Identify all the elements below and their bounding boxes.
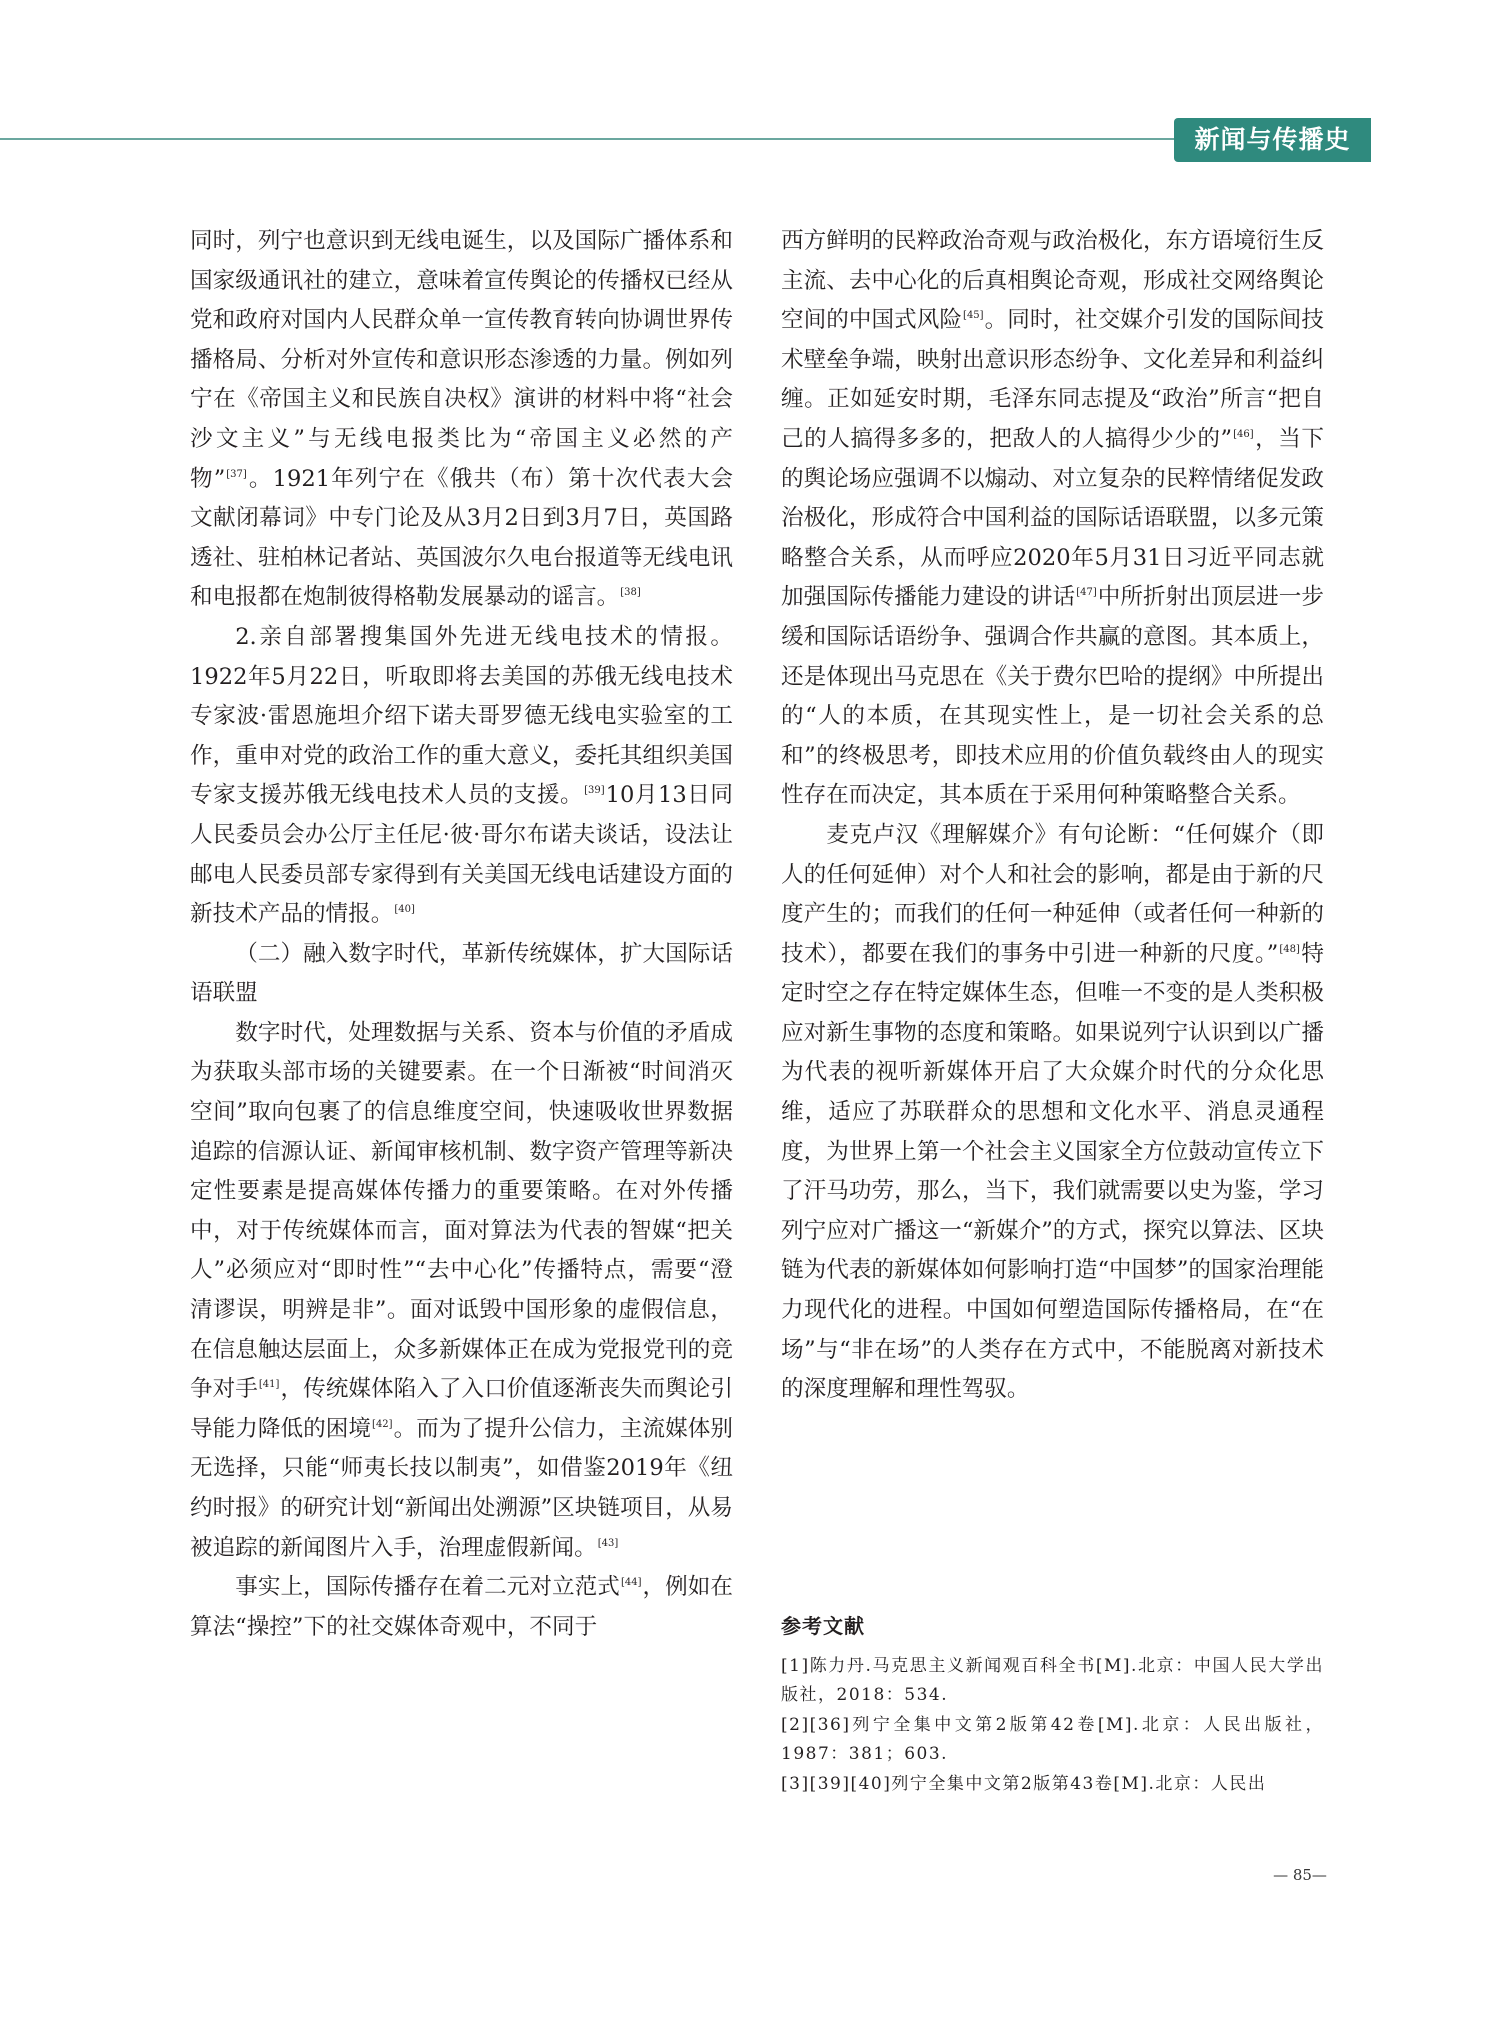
text-segment: 同时，列宁也意识到无线电诞生，以及国际广播体系和国家级通讯社的建立，意味着宣传舆论的传播权已经从党和政府对国内人民群众单一宣传教育转向协调世界传播格局、分析对外宣传和意识形态渗透的力量。例如列宁在《帝国主义和民族自决权》演讲的材料中将“社会沙文主义”与无线电报类比为“帝国主义必然的产物”: [190, 228, 733, 492]
text-segment: （二）融入数字时代，革新传统媒体，扩大国际话语联盟: [190, 940, 733, 1007]
text-segment: 特定时空之存在特定媒体生态，但唯一不变的是人类积极应对新生事物的态度和策略。如果说列宁认识到以广播为代表的视听新媒体开启了大众媒介时代的分众化思维，适应了苏联群众的思想和文化水平、消息灵通程度，为世界上第一个社会主义国家全方位鼓动宣传立下了汗马功劳，那么，当下，我们就需要以史为鉴，学习列宁应对广播这一“新媒介”的方式，探究以算法、区块链为代表的新媒体如何影响打造“中国梦”的国家治理能力现代化的进程。中国如何塑造国际传播格局，在“在场”与“非在场”的人类存在方式中，不能脱离对新技术的深度理解和理性驾驭。: [781, 940, 1324, 1403]
citation-marker: [44]: [620, 1577, 642, 1589]
text-segment: 10月13日同人民委员会办公厅主任尼·彼·哥尔布诺夫谈话，设法让邮电人民委员部专家得到有关美国无线电话建设方面的新技术产品的情报。: [190, 782, 734, 928]
references-list: [781, 1652, 1324, 1799]
left-column: [190, 222, 733, 1647]
citation-marker: [39]: [584, 785, 605, 797]
citation-marker: [45]: [963, 310, 984, 322]
text-segment: 。1921年列宁在《俄共（布）第十次代表大会文献闭幕词》中专门论及从3月2日到3月7日，英国路透社、驻柏林记者站、英国波尔久电台报道等无线电讯和电报都在炮制彼得格勒发展暴动的谣言。: [190, 465, 734, 611]
citation-marker: [46]: [1233, 428, 1254, 440]
citation-marker: [41]: [258, 1379, 280, 1391]
text-segment: 2.亲自部署搜集国外先进无线电技术的情报。1922年5月22日，听取即将去美国的苏俄无线电技术专家波·雷恩施坦介绍下诺夫哥罗德无线电实验室的工作，重申对党的政治工作的重大意义，委托其组织美国专家支援苏俄无线电技术人员的支援。: [190, 623, 733, 809]
page-number: — 85—: [1273, 1866, 1327, 1884]
citation-marker: [37]: [226, 468, 247, 480]
text-segment: 麦克卢汉《理解媒介》有句论断：“任何媒介（即人的任何延伸）对个人和社会的影响，都是由于新的尺度产生的；而我们的任何一种延伸（或者任何一种新的技术），都要在我们的事务中引进一种新的尺度。”: [781, 821, 1324, 967]
text-segment: ，传统媒体陷入了入口价值逐渐丧失而舆论引导能力降低的困境: [190, 1376, 734, 1442]
reference-item: [2][36]列宁全集中文第2版第42卷[M].北京：人民出版社，1987：381；603.: [781, 1714, 1324, 1765]
header-rule: [0, 138, 1210, 140]
right-column: [781, 222, 1324, 1410]
text-segment: 。同时，社交媒介引发的国际间技术壁垒争端，映射出意识形态纷争、文化差异和利益纠缠。正如延安时期，毛泽东同志提及“政治”所言“把自己的人搞得多多的，把敌人的人搞得少少的”: [781, 307, 1325, 452]
text-segment: ，当下的舆论场应强调不以煽动、对立复杂的民粹情绪促发政治极化，形成符合中国利益的国际话语联盟，以多元策略整合关系，从而呼应2020年5月31日习近平同志就加强国际传播能力建设的讲话: [781, 425, 1324, 611]
paragraph: [190, 935, 733, 1014]
reference-item: [3][39][40]列宁全集中文第2版第43卷[M].北京：人民出: [781, 1773, 1267, 1794]
paragraph: [190, 618, 733, 935]
section-label: 新闻与传播史: [1174, 118, 1371, 162]
text-segment: ，例如在算法“操控”下的社交媒体奇观中，不同于: [190, 1574, 734, 1640]
citation-marker: [48]: [1279, 943, 1300, 955]
citation-marker: [47]: [1076, 587, 1097, 599]
text-segment: 中所折射出顶层进一步缓和国际话语纷争、强调合作共赢的意图。其本质上，还是体现出马克思在《关于费尔巴哈的提纲》中所提出的“人的本质，在其现实性上，是一切社会关系的总和”的终极思考，即技术应用的价值负载终由人的现实性存在而决定，其本质在于采用何种策略整合关系。: [781, 584, 1325, 809]
text-segment: 事实上，国际传播存在着二元对立范式: [235, 1574, 620, 1601]
citation-marker: [42]: [372, 1418, 393, 1430]
citation-marker: [38]: [620, 587, 641, 599]
text-segment: 。而为了提升公信力，主流媒体别无选择，只能“师夷长技以制夷”，如借鉴2019年《纽约时报》的研究计划“新闻出处溯源”区块链项目，从易被追踪的新闻图片入手，治理虚假新闻。: [190, 1415, 734, 1561]
paragraph: [190, 1014, 733, 1568]
paragraph: [190, 1568, 733, 1647]
citation-marker: [40]: [394, 904, 415, 916]
text-segment: 数字时代，处理数据与关系、资本与价值的矛盾成为获取头部市场的关键要素。在一个日渐被“时间消灭空间”取向包裹了的信息维度空间，快速吸收世界数据追踪的信源认证、新闻审核机制、数字资产管理等新决定性要素是提高媒体传播力的重要策略。在对外传播中，对于传统媒体而言，面对算法为代表的智媒“把关人”必须应对“即时性”“去中心化”传播特点，需要“澄清谬误，明辨是非”。面对诋毁中国形象的虚假信息，在信息触达层面上，众多新媒体正在成为党报党刊的竞争对手: [190, 1019, 733, 1403]
paragraph: [190, 222, 733, 618]
reference-item: [1]陈力丹.马克思主义新闻观百科全书[M].北京：中国人民大学出版社，2018：534.: [781, 1656, 1324, 1706]
paragraph: [781, 222, 1324, 816]
text-segment: 西方鲜明的民粹政治奇观与政治极化，东方语境衍生反主流、去中心化的后真相舆论奇观，形成社交网络舆论空间的中国式风险: [781, 228, 1324, 334]
citation-marker: [43]: [597, 1537, 619, 1549]
references-title: 参考文献: [781, 1614, 865, 1638]
paragraph: [781, 816, 1324, 1410]
